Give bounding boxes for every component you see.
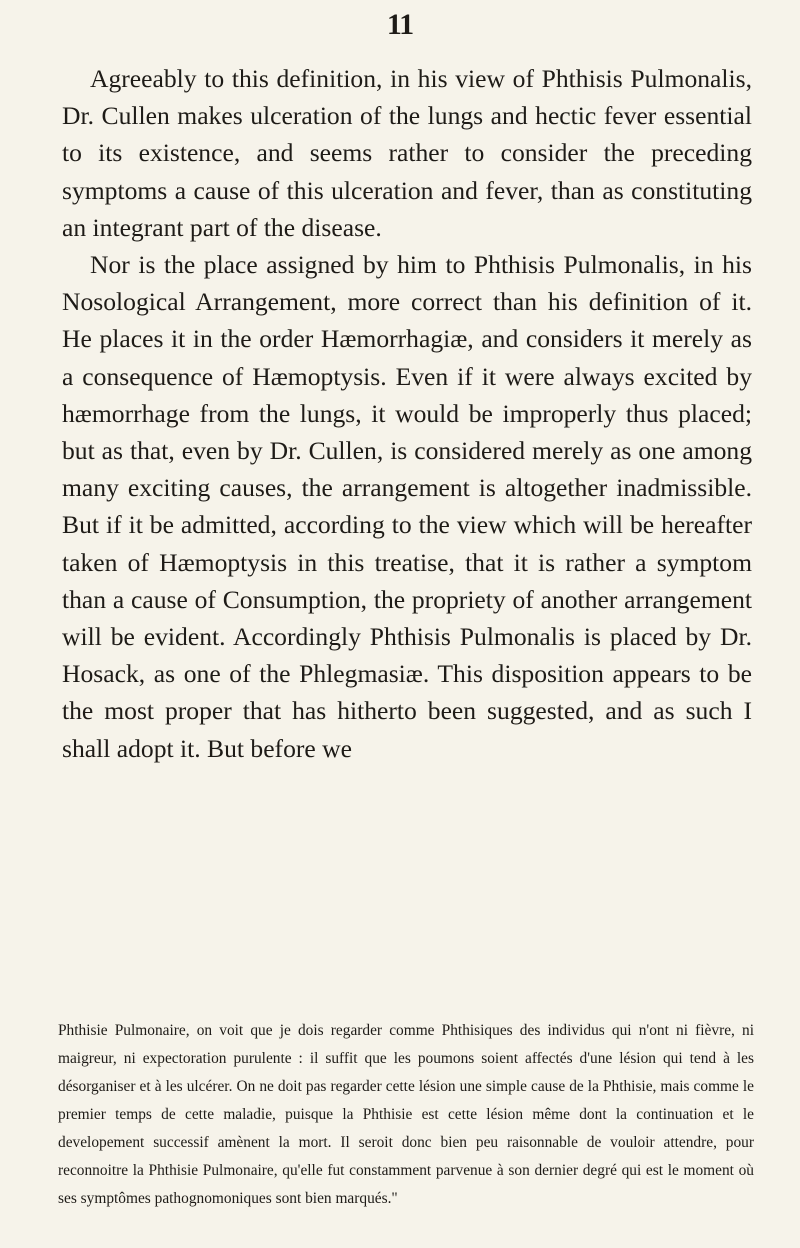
body-text bbox=[62, 60, 752, 767]
footnote-text: Phthisie Pulmonaire, on voit que je dois regarder comme Phthisiques des individus qui n'ont ni fièvre, ni maigreur, ni expectoration purulente : il suffit que les poumons soient affectés d'une lésion qui tend à les désorganiser et à les ulcérer. On ne doit pas regarder cette lésion une simple cause de la Phthisie, mais comme le premier temps de cette maladie, puisque la Phthisie est cette lésion même dont la continuation et le developement successif amènent la mort. Il seroit donc bien peu raisonnable de vouloir attendre, pour reconnoitre la Phthisie Pulmonaire, qu'elle fut constamment parvenue à son dernier degré qui est le moment où ses symptômes pathognomoniques sont bien marqués." bbox=[58, 1022, 754, 1207]
paragraph: Agreeably to this definition, in his view of Phthisis Pulmonalis, Dr. Cullen makes ulceration of the lungs and hectic fever essential to its existence, and seems rather to consider the preceding symptoms a cause of this ulceration and fever, than as constituting an integrant part of the disease. bbox=[62, 64, 752, 242]
page-number: 11 bbox=[386, 8, 414, 41]
paragraph: Nor is the place assigned by him to Phthisis Pulmonalis, in his Nosological Arrangement, more correct than his definition of it. He places it in the order Hæmorrhagiæ, and considers it merely as a consequence of Hæmoptysis. Even if it were always excited by hæmorrhage from the lungs, it would be improperly thus placed; but as that, even by Dr. Cullen, is considered merely as one among many exciting causes, the arrangement is altogether inadmissible. But if it be admitted, according to the view which will be hereafter taken of Hæmoptysis in this treatise, that it is rather a symptom than a cause of Consumption, the propriety of another arrangement will be evident. Accordingly Phthisis Pulmonalis is placed by Dr. Hosack, as one of the Phlegmasiæ. This disposition appears to be the most proper that has hitherto been suggested, and as such I shall adopt it. But before we bbox=[62, 250, 752, 763]
footnote bbox=[58, 1017, 754, 1213]
